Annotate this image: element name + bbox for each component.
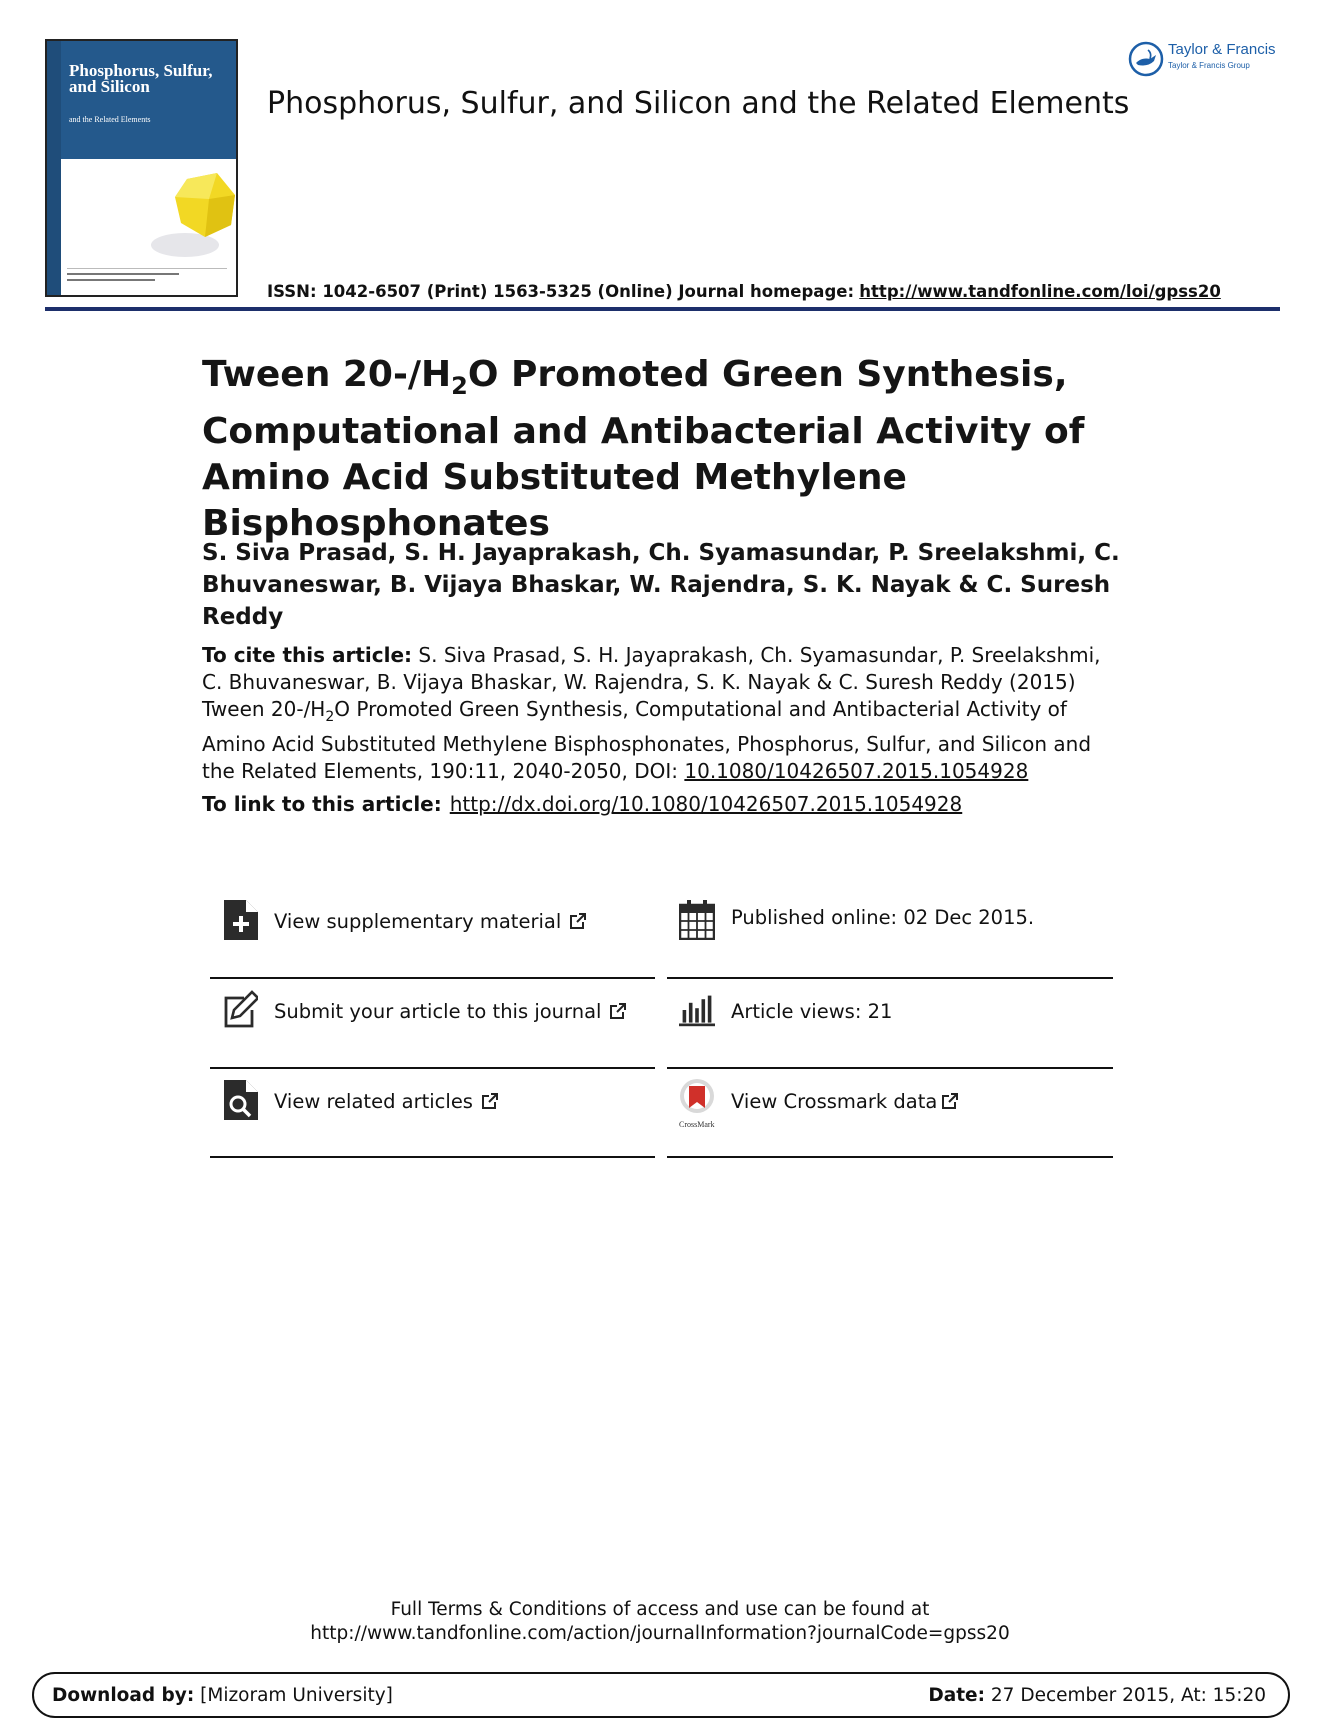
article-doi-url-link[interactable]: http://dx.doi.org/10.1080/10426507.2015.1054928 — [449, 792, 963, 816]
citation-label: To cite this article: — [202, 643, 413, 667]
taylor-francis-logo — [1128, 39, 1288, 81]
edit-pencil-icon — [222, 990, 258, 1030]
article-title — [202, 352, 1162, 547]
bar-chart-icon — [679, 990, 715, 1030]
download-date — [928, 1685, 1266, 1706]
crossmark-caption: CrossMark — [679, 1120, 715, 1129]
external-link-icon — [481, 1092, 499, 1110]
journal-homepage-link[interactable]: http://www.tandfonline.com/loi/gpss20 — [859, 282, 1221, 301]
file-plus-icon — [222, 900, 258, 940]
citation-text-1: S. Siva Prasad, S. H. Jayaprakash, Ch. Syamasundar, P. Sreelakshmi, C. Bhuvaneswar, B. Vijaya Bhaskar, W. Rajendra, S. K. Nayak & C. Suresh Reddy (2015) Tween 20-/H — [202, 643, 1101, 721]
view-related-articles-link[interactable] — [210, 1080, 655, 1168]
taylor-francis-lamp-icon — [1128, 41, 1164, 77]
submit-label: Submit your article to this journal — [274, 1000, 602, 1023]
crossmark-label: View Crossmark data — [731, 1090, 938, 1113]
published-online-text: Published online: 02 Dec 2015. — [731, 906, 1035, 929]
issn-text: ISSN: 1042-6507 (Print) 1563-5325 (Online) Journal homepage: — [267, 282, 855, 301]
download-label: Download by: — [52, 1685, 195, 1706]
view-crossmark-data-link[interactable] — [667, 1080, 1113, 1168]
journal-cover-image — [45, 39, 238, 297]
submit-article-link[interactable] — [210, 990, 655, 1078]
date-label: Date: — [928, 1685, 986, 1706]
header-divider — [45, 307, 1280, 311]
cover-crystal-illustration — [147, 159, 238, 269]
citation-text-2: O Promoted Green Synthesis, Computational and Antibacterial Activity of Amino Acid Substituted Methylene Bisphosphonates, Phosphorus, Sulfur, and Silicon and the Related Elements, 190:11, 2040-2050, DOI: — [202, 697, 1092, 783]
title-prefix: Tween 20-/H — [202, 354, 452, 395]
download-by — [52, 1685, 393, 1706]
link-label: To link to this article: — [202, 792, 442, 816]
external-link-icon — [941, 1092, 959, 1110]
published-online-info — [667, 900, 1113, 988]
terms-line-1: Full Terms & Conditions of access and use can be found at — [390, 1599, 930, 1620]
article-authors: S. Siva Prasad, S. H. Jayaprakash, Ch. Syamasundar, P. Sreelakshmi, C. Bhuvaneswar, B. Vijaya Bhaskar, W. Rajendra, S. K. Nayak & C. Suresh Reddy — [202, 540, 1120, 630]
document-search-icon — [222, 1080, 258, 1120]
download-info-bar — [32, 1672, 1290, 1718]
issn-line — [267, 282, 1221, 301]
date-value: 27 December 2015, At: 15:20 — [990, 1685, 1266, 1706]
terms-notice — [200, 1598, 1120, 1646]
cover-title: Phosphorus, Sulfur, and Silicon — [69, 61, 213, 96]
journal-title: Phosphorus, Sulfur, and Silicon and the Related Elements — [267, 86, 1130, 121]
external-link-icon — [609, 1002, 627, 1020]
cover-spine — [47, 41, 61, 295]
citation-subscript: 2 — [325, 709, 335, 725]
article-views-text: Article views: 21 — [731, 1000, 893, 1023]
crossmark-icon — [677, 1078, 717, 1124]
title-subscript: 2 — [451, 372, 468, 401]
article-views-info — [667, 990, 1113, 1078]
citation-doi-link[interactable]: 10.1080/10426507.2015.1054928 — [684, 759, 1029, 783]
citation-block — [202, 642, 1102, 785]
title-rest: Computational and Antibacterial Activity of Amino Acid Substituted Methylene Bisphosphonates — [202, 411, 1085, 545]
cover-band — [61, 41, 236, 159]
grid-divider — [667, 1067, 1113, 1069]
title-line1-end: O Promoted Green Synthesis, — [467, 354, 1068, 395]
related-label: View related articles — [274, 1090, 473, 1113]
publisher-name: Taylor & Francis — [1168, 41, 1276, 58]
grid-divider — [210, 977, 655, 979]
publisher-group: Taylor & Francis Group — [1168, 61, 1250, 70]
article-link-line — [202, 792, 962, 816]
cover-footer — [67, 268, 227, 287]
external-link-icon — [569, 912, 587, 930]
grid-divider — [210, 1067, 655, 1069]
grid-divider — [667, 1156, 1113, 1158]
grid-divider — [210, 1156, 655, 1158]
terms-line-2: http://www.tandfonline.com/action/journalInformation?journalCode=gpss20 — [310, 1623, 1010, 1644]
cover-subtitle: and the Related Elements — [69, 115, 151, 124]
supplementary-label: View supplementary material — [274, 910, 562, 933]
calendar-icon — [679, 900, 715, 940]
grid-divider — [667, 977, 1113, 979]
download-value: [Mizoram University] — [200, 1685, 393, 1706]
view-supplementary-material-link[interactable] — [210, 900, 655, 988]
